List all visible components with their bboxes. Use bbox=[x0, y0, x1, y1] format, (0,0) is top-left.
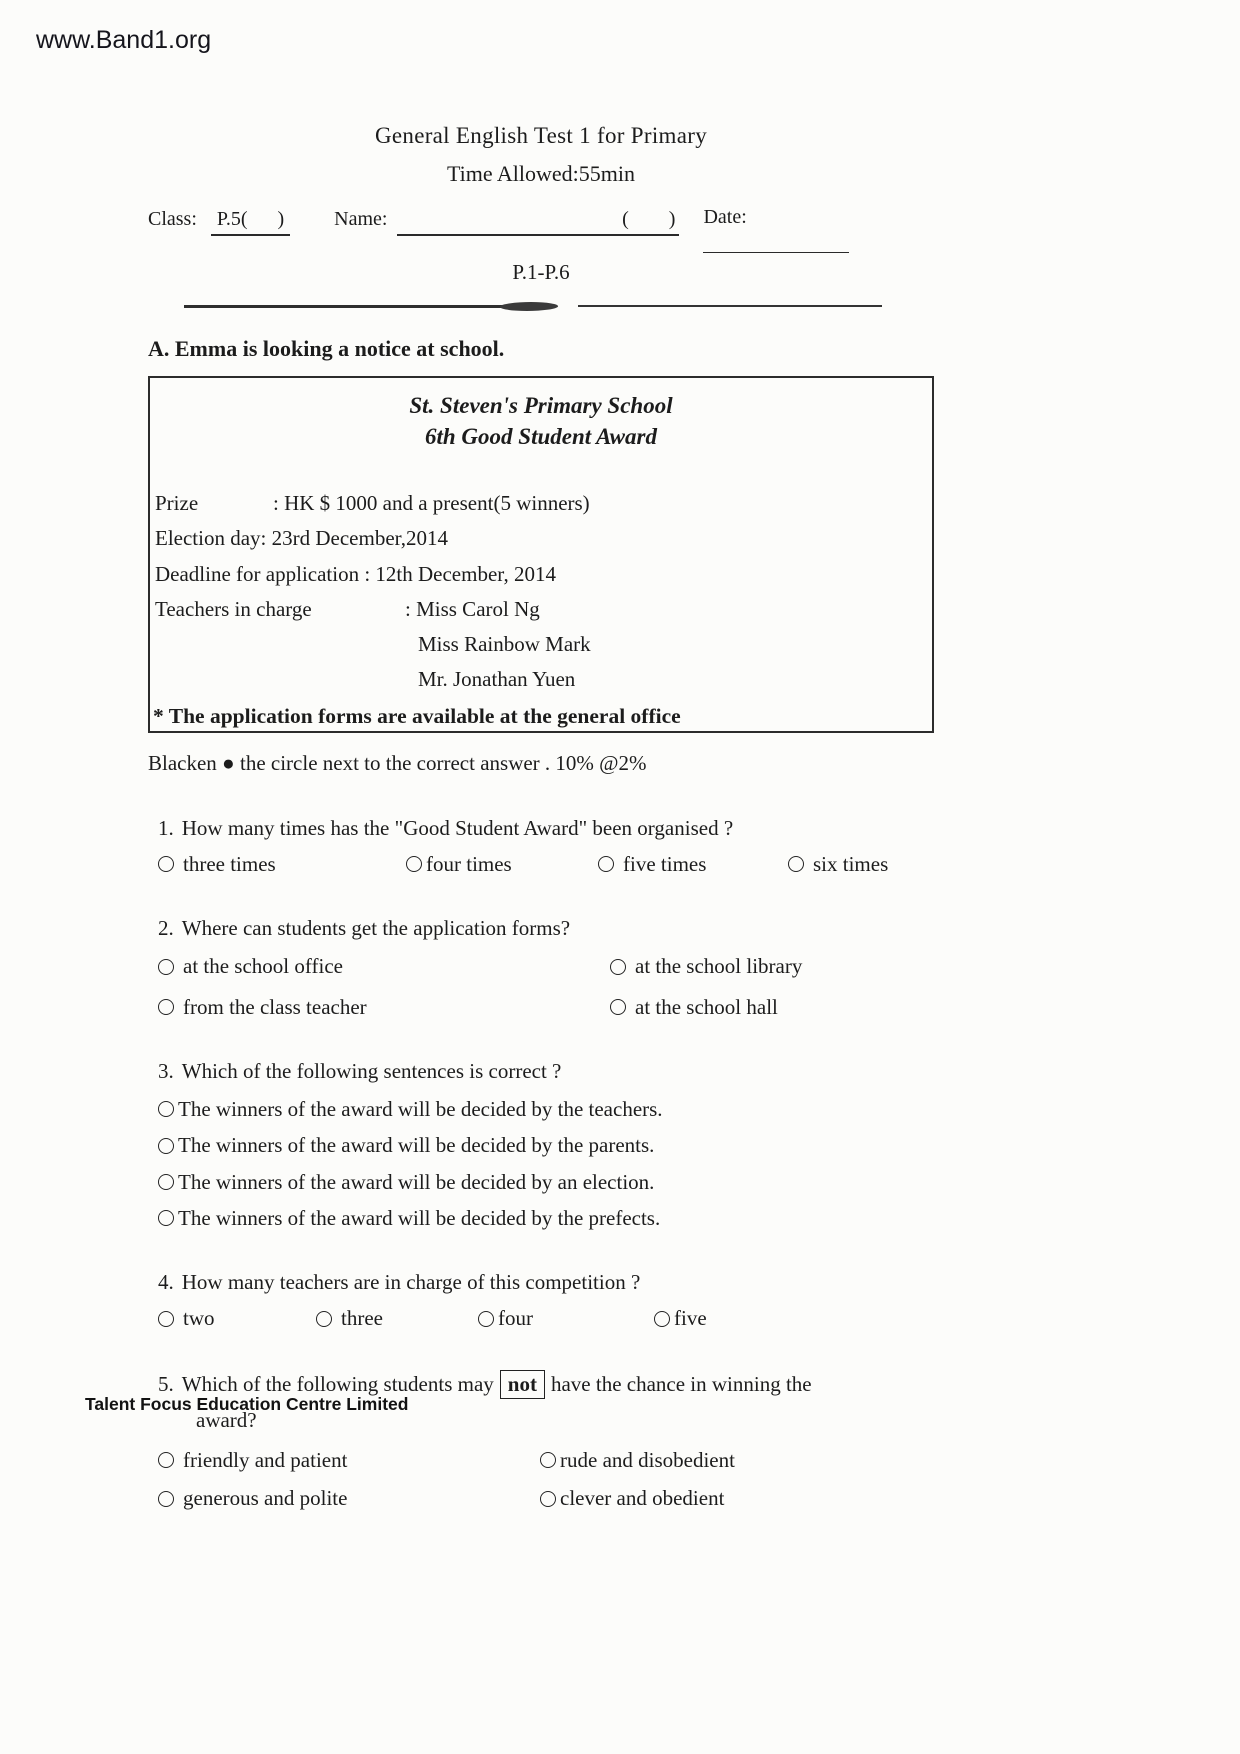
question-2-options bbox=[158, 953, 934, 1020]
radio-circle-icon[interactable] bbox=[654, 1311, 670, 1327]
question-3-text bbox=[158, 1058, 934, 1084]
notice-box bbox=[148, 376, 934, 733]
name-brackets: ( ) bbox=[622, 208, 676, 231]
option-label: five times bbox=[623, 851, 707, 876]
option-label: four bbox=[498, 1306, 533, 1331]
question-2-text bbox=[158, 915, 934, 941]
option-label: The winners of the award will be decided by the prefects. bbox=[178, 1205, 661, 1230]
option-label: three bbox=[341, 1306, 383, 1331]
option-label: clever and obedient bbox=[560, 1486, 725, 1511]
option-label: five bbox=[674, 1306, 707, 1331]
question-3-body: Which of the following sentences is correct ? bbox=[181, 1058, 562, 1083]
date-field[interactable] bbox=[703, 252, 849, 253]
question-4-text bbox=[158, 1269, 934, 1295]
question-5-body-line2: award? bbox=[196, 1407, 257, 1432]
question-1-number: 1. bbox=[158, 815, 174, 840]
test-title: General English Test 1 for Primary bbox=[374, 123, 707, 148]
radio-circle-icon[interactable] bbox=[540, 1491, 556, 1507]
notice-prize-line bbox=[150, 490, 932, 516]
option-label: six times bbox=[813, 851, 889, 876]
option-label: three times bbox=[183, 851, 276, 876]
notice-teacher-2: Miss Rainbow Mark bbox=[418, 632, 591, 657]
section-a-heading: A. Emma is looking a notice at school. bbox=[148, 335, 505, 361]
question-5-options bbox=[158, 1447, 934, 1512]
radio-circle-icon[interactable] bbox=[316, 1311, 332, 1327]
option-label: generous and polite bbox=[183, 1486, 348, 1511]
radio-circle-icon[interactable] bbox=[158, 1210, 174, 1226]
section-divider bbox=[184, 302, 882, 311]
question-5-number: 5. bbox=[158, 1371, 174, 1396]
option-q1-a[interactable] bbox=[158, 851, 406, 877]
question-1-body: How many times has the "Good Student Award" been organised ? bbox=[181, 815, 734, 840]
question-4 bbox=[148, 1269, 934, 1332]
class-field[interactable]: P.5( ) bbox=[211, 205, 290, 236]
question-1-text bbox=[158, 815, 934, 841]
question-2-body: Where can students get the application forms? bbox=[181, 916, 571, 941]
divider-line-left bbox=[184, 305, 514, 308]
option-label: at the school library bbox=[635, 954, 803, 979]
option-q1-d[interactable] bbox=[788, 851, 888, 877]
name-field[interactable] bbox=[397, 205, 679, 236]
option-q2-a[interactable] bbox=[158, 953, 610, 979]
option-label: from the class teacher bbox=[183, 994, 367, 1019]
option-label: The winners of the award will be decided by the teachers. bbox=[178, 1097, 663, 1122]
option-label: four times bbox=[426, 851, 512, 876]
radio-circle-icon[interactable] bbox=[158, 1101, 174, 1117]
radio-circle-icon[interactable] bbox=[478, 1311, 494, 1327]
option-q3-c[interactable] bbox=[158, 1169, 934, 1195]
class-label: Class: bbox=[148, 208, 197, 231]
name-label: Name: bbox=[334, 208, 388, 231]
option-label: at the school office bbox=[183, 954, 343, 979]
option-label: two bbox=[183, 1306, 215, 1331]
teachers-value: : Miss Carol Ng bbox=[405, 596, 540, 621]
radio-circle-icon[interactable] bbox=[158, 1311, 174, 1327]
option-q1-c[interactable] bbox=[598, 851, 788, 877]
question-1 bbox=[148, 815, 934, 878]
notice-award-title: 6th Good Student Award bbox=[425, 424, 657, 450]
notice-footnote: * The application forms are available at the general office bbox=[153, 703, 681, 728]
answer-instructions: Blacken ● the circle next to the correct answer . 10% @2% bbox=[148, 751, 647, 776]
radio-circle-icon[interactable] bbox=[158, 856, 174, 872]
time-allowed: Time Allowed:55min bbox=[446, 160, 636, 186]
divider-line-right bbox=[578, 305, 882, 307]
radio-circle-icon[interactable] bbox=[158, 1174, 174, 1190]
date-block bbox=[703, 205, 849, 253]
option-q1-b[interactable] bbox=[406, 851, 598, 877]
option-q4-b[interactable] bbox=[316, 1305, 478, 1331]
radio-circle-icon[interactable] bbox=[610, 999, 626, 1015]
question-2-number: 2. bbox=[158, 916, 174, 941]
notice-teacher-3: Mr. Jonathan Yuen bbox=[418, 667, 576, 692]
site-watermark: www.Band1.org bbox=[36, 26, 212, 54]
option-label: rude and disobedient bbox=[560, 1448, 735, 1473]
date-label: Date: bbox=[703, 206, 747, 229]
student-info-row bbox=[148, 205, 934, 253]
radio-circle-icon[interactable] bbox=[158, 999, 174, 1015]
notice-election-line: Election day: 23rd December,2014 bbox=[155, 526, 449, 551]
option-label: friendly and patient bbox=[183, 1448, 348, 1473]
question-5 bbox=[148, 1370, 934, 1512]
radio-circle-icon[interactable] bbox=[540, 1452, 556, 1468]
question-2 bbox=[148, 915, 934, 1020]
radio-circle-icon[interactable] bbox=[158, 1452, 174, 1468]
radio-circle-icon[interactable] bbox=[610, 959, 626, 975]
page-range: P.1-P.6 bbox=[512, 260, 570, 285]
question-4-body: How many teachers are in charge of this competition ? bbox=[181, 1270, 641, 1295]
option-q5-b[interactable] bbox=[540, 1447, 934, 1473]
notice-school-name: St. Steven's Primary School bbox=[409, 393, 673, 418]
notice-deadline-line: Deadline for application : 12th December, 2014 bbox=[155, 561, 556, 586]
notice-details bbox=[150, 490, 932, 693]
paper-content bbox=[148, 0, 934, 1512]
radio-circle-icon[interactable] bbox=[788, 856, 804, 872]
option-q4-d[interactable] bbox=[654, 1305, 707, 1331]
question-5-body-after: have the chance in winning the bbox=[550, 1371, 812, 1396]
prize-value: : HK $ 1000 and a present(5 winners) bbox=[273, 491, 590, 516]
radio-circle-icon[interactable] bbox=[598, 856, 614, 872]
option-q3-b[interactable] bbox=[158, 1132, 934, 1158]
option-q4-c[interactable] bbox=[478, 1305, 654, 1331]
option-q2-d[interactable] bbox=[610, 994, 934, 1020]
prize-label: Prize bbox=[155, 491, 199, 516]
notice-teachers-line bbox=[150, 596, 932, 622]
question-5-body-before: Which of the following students may bbox=[181, 1371, 494, 1396]
option-label: The winners of the award will be decided by an election. bbox=[178, 1169, 655, 1194]
question-1-options bbox=[158, 851, 934, 877]
radio-circle-icon[interactable] bbox=[158, 1138, 174, 1154]
option-q5-d[interactable] bbox=[540, 1485, 934, 1511]
option-q5-a[interactable] bbox=[158, 1447, 540, 1473]
question-3 bbox=[148, 1058, 934, 1231]
radio-circle-icon[interactable] bbox=[158, 959, 174, 975]
question-3-options bbox=[158, 1096, 934, 1231]
option-label: at the school hall bbox=[635, 994, 778, 1019]
boxed-not-word: not bbox=[500, 1370, 545, 1399]
option-q4-a[interactable] bbox=[158, 1305, 316, 1331]
option-q2-b[interactable] bbox=[610, 953, 934, 979]
divider-ornament bbox=[498, 302, 560, 311]
question-4-options bbox=[158, 1305, 934, 1331]
teachers-label: Teachers in charge bbox=[155, 596, 312, 621]
question-3-number: 3. bbox=[158, 1058, 174, 1083]
option-q3-d[interactable] bbox=[158, 1205, 934, 1231]
radio-circle-icon[interactable] bbox=[406, 856, 422, 872]
radio-circle-icon[interactable] bbox=[158, 1491, 174, 1507]
footer-company: Talent Focus Education Centre Limited bbox=[85, 1394, 409, 1414]
option-label: The winners of the award will be decided by the parents. bbox=[178, 1133, 655, 1158]
option-q3-a[interactable] bbox=[158, 1096, 934, 1122]
question-4-number: 4. bbox=[158, 1270, 174, 1295]
option-q2-c[interactable] bbox=[158, 994, 610, 1020]
option-q5-c[interactable] bbox=[158, 1485, 540, 1511]
